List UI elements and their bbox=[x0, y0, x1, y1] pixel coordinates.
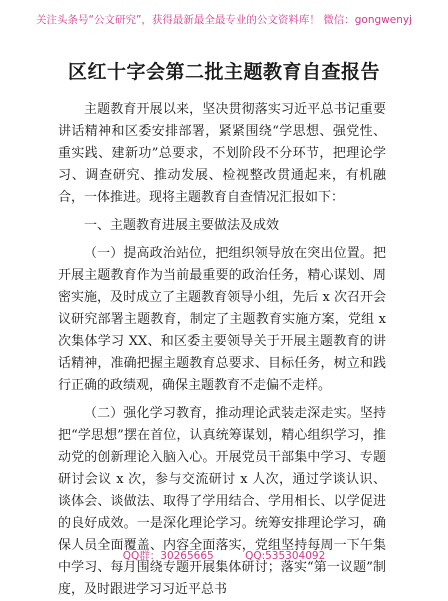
document-title: 区红十字会第二批主题教育自查报告 bbox=[67, 61, 380, 83]
footer-contact bbox=[0, 548, 448, 563]
qq-group: QQ群：30265665 bbox=[122, 550, 214, 562]
header-banner: 关注头条号“公文研究”，获得最新最全最专业的公文资料库！ 微信：gongwenyj bbox=[36, 14, 412, 26]
document-body bbox=[58, 99, 386, 601]
qq-number: QQ:535304092 bbox=[245, 550, 326, 562]
body-paragraph: （一）提高政治站位，把组织领导放在突出位置。把开展主题教育作为当前最重要的政治任务，精心谋划、周密实施，及时成立了主题教育领导小组，先后 x 次召开会议研究部署主题教育，制定了主题教育实施方案，党组 x 次集体学习 XX、和区委主要领导关于开展主题教育的讲话精神，准确把握主题教育总要求、目标任务，树立和践行正确的政绩观，确保主题教育不走偏不走样。 bbox=[58, 246, 386, 393]
intro-paragraph: 主题教育开展以来，坚决贯彻落实习近平总书记重要讲话精神和区委安排部署，紧紧围绕“学思想、强党性、重实践、建新功”总要求，不划阶段不分环节，把理论学习、调查研究、推动发展、检视整改贯通起来，有机融合，一体推进。现将主题教育自查情况汇报如下： bbox=[58, 102, 386, 205]
body-paragraph: （二）强化学习教育，推动理论武装走深走实。坚持把“学思想”摆在首位，认真统筹谋划，精心组织学习，推动党的创新理论入脑入心。开展党员干部集中学习、专题研讨会议 x 次，参与交流研讨 x 人次，通过学谈认识、谈体会、谈做法、取得了学用结合、学用相长、以学促进的良好成效。一是深化理论学习。统筹安排理论学习，确保人员全面覆盖、内容全面落实，党组坚持每周一下午集中学习、每月围绕专题开展集体研讨；落实“第一议题”制度，及时跟进学习习近平总书 bbox=[58, 406, 386, 597]
section-heading: 一、主题教育进展主要做法及成效 bbox=[84, 218, 280, 233]
